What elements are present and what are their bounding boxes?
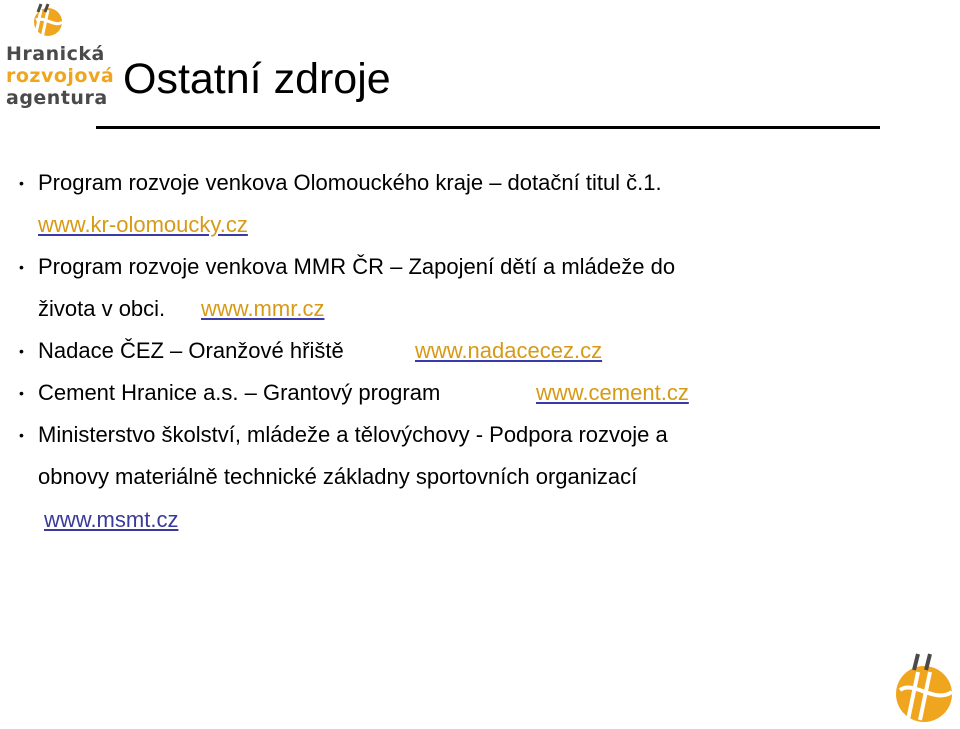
logo-text-line-2: rozvojová bbox=[6, 65, 115, 87]
bullet-marker: • bbox=[19, 259, 24, 275]
bullet-marker: • bbox=[19, 385, 24, 401]
bullet-3-text: Nadace ČEZ – Oranžové hřiště bbox=[38, 338, 344, 363]
corner-logo bbox=[892, 650, 956, 724]
bullet-5-link[interactable]: www.msmt.cz bbox=[44, 507, 179, 532]
bullet-1-link[interactable]: www.kr-olomoucky.cz bbox=[38, 212, 248, 237]
bullet-2-text-cont: života v obci. bbox=[38, 296, 166, 321]
logo-text-line-1: Hranická bbox=[6, 43, 105, 65]
logo-text-line-3: agentura bbox=[6, 87, 108, 109]
hranicka-logo bbox=[4, 2, 115, 118]
bullet-4-link[interactable]: www.cement.cz bbox=[536, 380, 689, 405]
hranicka-logo-mark-small-icon bbox=[892, 650, 956, 724]
bullet-1-text: Program rozvoje venkova Olomouckého kraje – dotační titul č.1. bbox=[38, 170, 662, 195]
bullet-marker: • bbox=[19, 175, 24, 191]
slide-title: Ostatní zdroje bbox=[123, 55, 391, 103]
bullet-marker: • bbox=[19, 343, 24, 359]
bullet-2-link[interactable]: www.mmr.cz bbox=[201, 296, 325, 321]
bullet-5-text-cont: obnovy materiálně technické základny sportovních organizací bbox=[38, 464, 638, 489]
bullet-3-link[interactable]: www.nadacecez.cz bbox=[415, 338, 603, 363]
bullet-2-text: Program rozvoje venkova MMR ČR – Zapojení dětí a mládeže do bbox=[38, 254, 676, 279]
bullet-marker: • bbox=[19, 427, 24, 443]
bullet-4-text: Cement Hranice a.s. – Grantový program bbox=[38, 380, 441, 405]
hranicka-logo-mark-icon bbox=[4, 2, 64, 46]
title-underline bbox=[96, 126, 880, 129]
bullet-5-text: Ministerstvo školství, mládeže a tělovýchovy - Podpora rozvoje a bbox=[38, 422, 668, 447]
